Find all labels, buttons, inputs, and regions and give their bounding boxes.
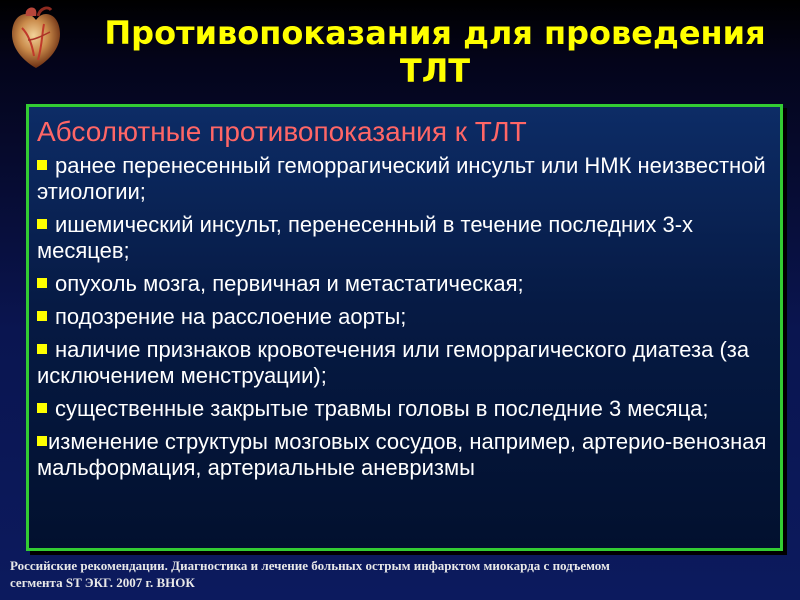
bullet-icon [37, 403, 47, 413]
source-citation-line-1: Российские рекомендации. Диагностика и лечение больных острым инфарктом миокарда с подъемом [10, 558, 610, 573]
bullet-icon [37, 160, 47, 170]
list-item [37, 429, 767, 481]
list-item-text: существенные закрытые травмы головы в последние 3 месяца; [55, 396, 709, 421]
slide-title-line-1: Противопоказания для проведения [104, 14, 766, 52]
content-box [26, 104, 783, 551]
list-item-text: подозрение на расслоение аорты; [55, 304, 407, 329]
list-item-text: наличие признаков кровотечения или геморрагического диатеза (за исключением менструации); [37, 337, 750, 388]
list-item [37, 271, 767, 297]
list-item-text: ранее перенесенный геморрагический инсульт или НМК неизвестной этиологии; [37, 153, 766, 204]
list-item-text: опухоль мозга, первичная и метастатическая; [55, 271, 524, 296]
bullet-icon [37, 219, 47, 229]
list-item-text: ишемический инсульт, перенесенный в течение последних 3-х месяцев; [37, 212, 694, 263]
source-citation [10, 557, 770, 591]
slide-title [90, 14, 780, 90]
heart-icon [8, 4, 64, 70]
bullet-icon [37, 436, 47, 446]
source-citation-line-2: сегмента ST ЭКГ. 2007 г. ВНОК [10, 575, 195, 590]
section-heading: Абсолютные противопоказания к ТЛТ [37, 116, 527, 147]
bullet-icon [37, 278, 47, 288]
list-item-text: изменение структуры мозговых сосудов, например, артерио-венозная мальформация, артериальные аневризмы [37, 429, 767, 480]
list-item [37, 153, 767, 205]
slide-title-line-2: ТЛТ [399, 52, 471, 90]
list-item [37, 396, 767, 422]
list-item [37, 337, 767, 389]
list-item [37, 212, 767, 264]
bullet-icon [37, 344, 47, 354]
contraindications-list [37, 153, 767, 488]
bullet-icon [37, 311, 47, 321]
list-item [37, 304, 767, 330]
